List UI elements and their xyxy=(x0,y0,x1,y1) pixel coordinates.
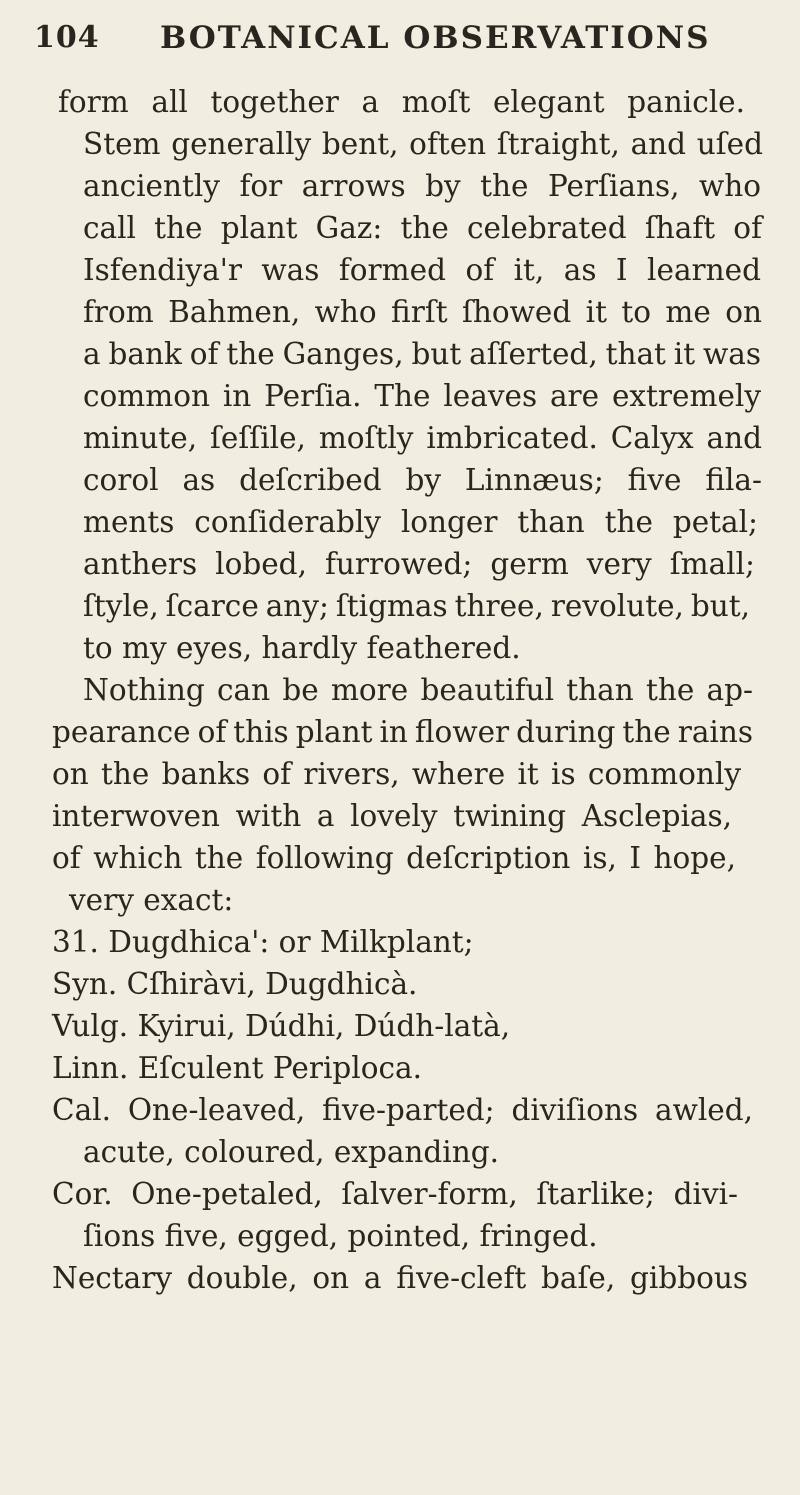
text-line: Vulg. Kyirui, Dúdhi, Dúdh-latà, xyxy=(52,1009,511,1043)
text-line: Isfendiya'r was formed of it, as I learned xyxy=(83,253,761,287)
text-line: Syn. Cſhiràvi, Dugdhicà. xyxy=(52,967,418,1001)
text-line: anciently for arrows by the Perſians, who xyxy=(83,169,761,203)
text-line: pearance of this plant in flower during the rains xyxy=(52,715,753,749)
text-line: minute, ſeſſile, moſtly imbricated. Calyx and xyxy=(83,421,762,455)
text-line: Nothing can be more beautiful than the ap- xyxy=(83,673,753,707)
text-line: Nectary double, on a five-cleft baſe, gibbous xyxy=(52,1261,748,1295)
text-line: Cor. One-petaled, ſalver-form, ſtarlike; divi- xyxy=(52,1177,738,1211)
text-line: Cal. One-leaved, five-parted; diviſions awled, xyxy=(52,1093,753,1127)
running-head: BOTANICAL OBSERVATIONS xyxy=(160,20,711,56)
text-line: ſions five, egged, pointed, fringed. xyxy=(83,1219,598,1253)
text-line: Linn. Eſculent Periploca. xyxy=(52,1051,422,1085)
text-line: ſtyle, ſcarce any; ſtigmas three, revolute, but, xyxy=(83,589,750,623)
text-line: a bank of the Ganges, but aſſerted, that it was xyxy=(83,337,761,371)
text-line: on the banks of rivers, where it is commonly xyxy=(52,757,741,791)
text-line: Stem generally bent, often ſtraight, and uſed xyxy=(83,127,763,161)
text-line: of which the following deſcription is, I hope, xyxy=(52,841,736,875)
text-line: ments conſiderably longer than the petal; xyxy=(83,505,758,539)
text-line: interwoven with a lovely twining Asclepias, xyxy=(52,799,732,833)
text-line: 31. Dugdhica': or Milkplant; xyxy=(52,925,474,959)
page-number: 104 xyxy=(34,20,100,55)
text-line: common in Perſia. The leaves are extremely xyxy=(83,379,761,413)
text-line: very exact: xyxy=(69,883,234,917)
text-line: acute, coloured, expanding. xyxy=(83,1135,499,1169)
page-header xyxy=(34,20,760,60)
text-line: call the plant Gaz: the celebrated ſhaft of xyxy=(83,211,762,245)
text-line: anthers lobed, furrowed; germ very ſmall; xyxy=(83,547,755,581)
text-line: from Bahmen, who firſt ſhowed it to me on xyxy=(83,295,762,329)
text-line: form all together a moſt elegant panicle. xyxy=(58,85,745,119)
text-line: to my eyes, hardly feathered. xyxy=(83,631,521,665)
text-line: corol as deſcribed by Linnæus; five fila- xyxy=(83,463,762,497)
